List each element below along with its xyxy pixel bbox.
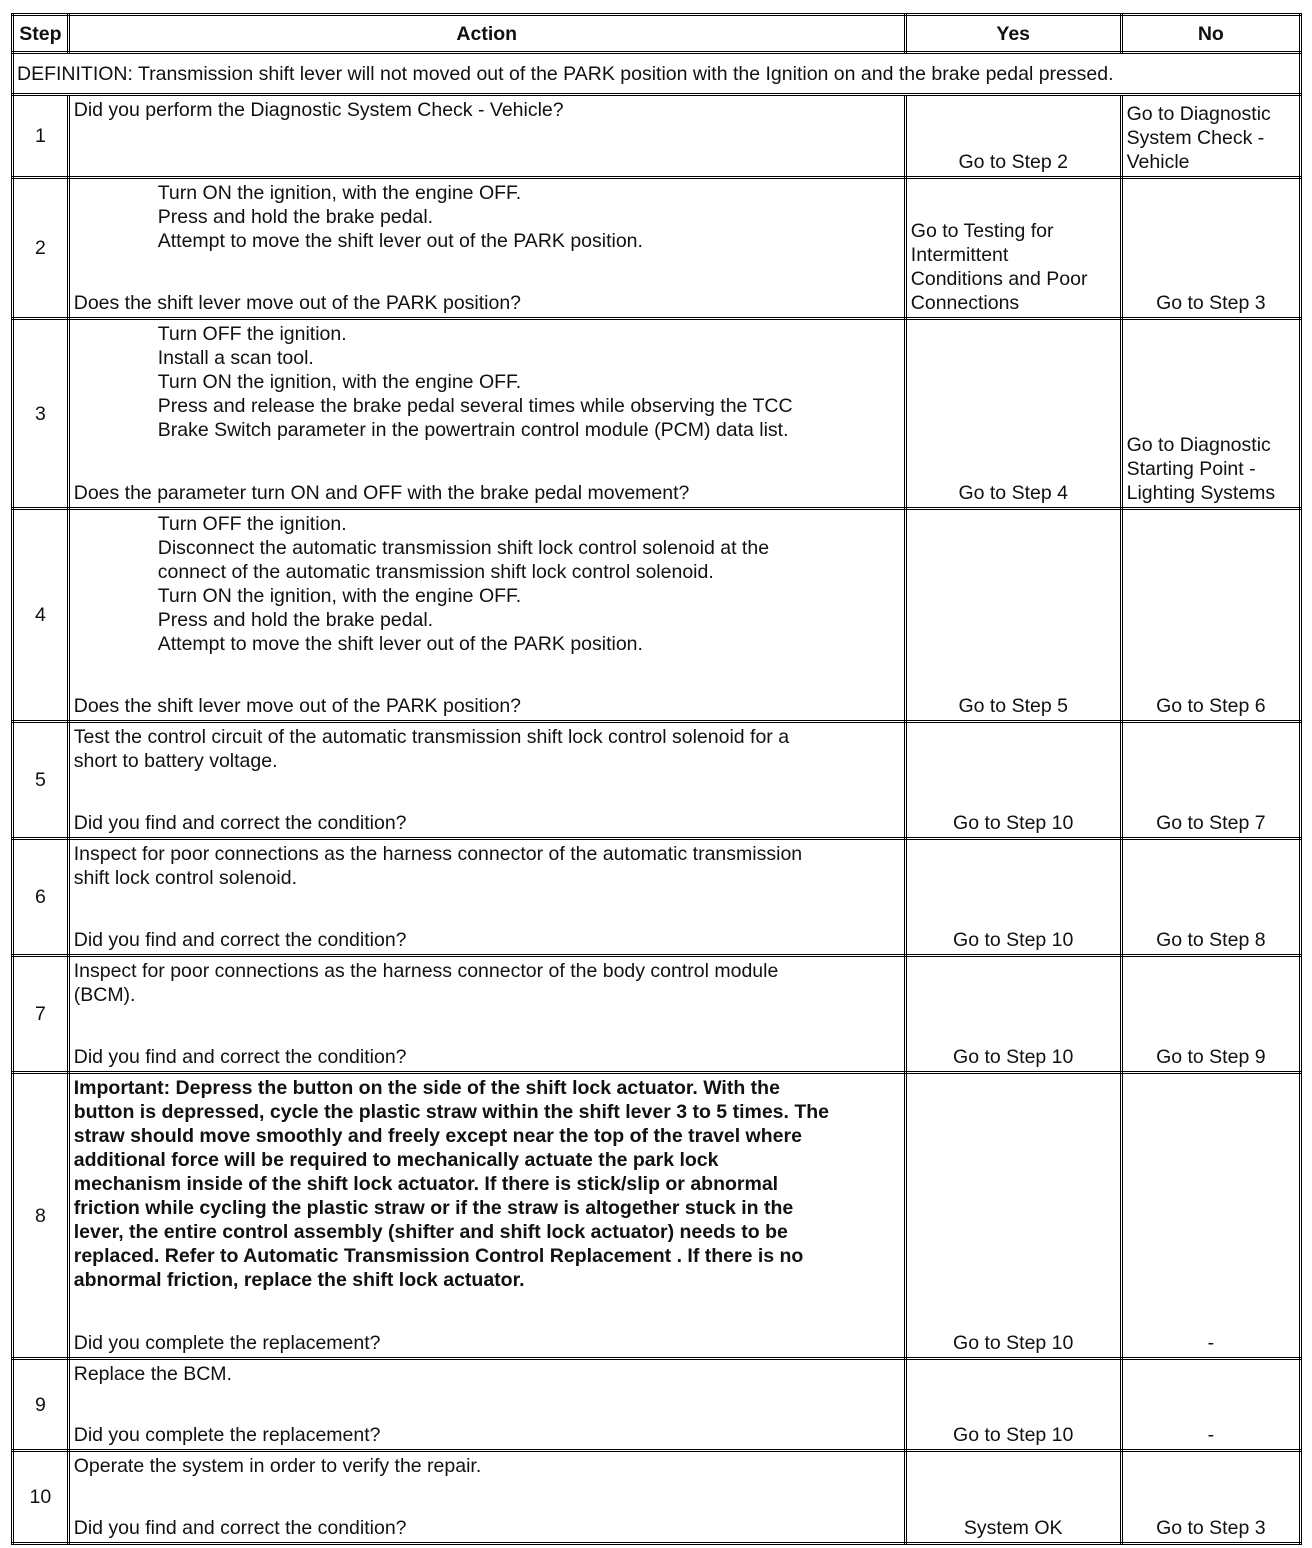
table-row: [13, 1359, 1301, 1451]
step-number: 1: [13, 95, 69, 178]
no-cell: Go to Step 6: [1121, 509, 1300, 722]
table-row: [13, 178, 1301, 319]
header-no: No: [1121, 15, 1300, 53]
action-substep: Press and hold the brake pedal.: [157, 206, 434, 228]
action-cell: [68, 1451, 905, 1544]
table-row: [13, 1451, 1301, 1544]
step-number: 10: [13, 1451, 69, 1544]
step-number: 5: [13, 722, 69, 839]
action-substep: Disconnect the automatic transmission shift lock control solenoid at the connect of the automatic transmission shift lock control solenoid.: [157, 537, 770, 583]
definition-row: [13, 53, 1301, 95]
yes-cell: Go to Step 2: [905, 95, 1121, 178]
action-substep: Turn OFF the ignition.: [157, 513, 347, 535]
yes-cell: System OK: [905, 1451, 1121, 1544]
step-number: 7: [13, 956, 69, 1073]
action-question: Did you find and correct the condition?: [73, 929, 407, 951]
action-intro: Inspect for poor connections as the harness connector of the body control module (BCM).: [73, 960, 779, 1006]
action-intro: Operate the system in order to verify the repair.: [73, 1455, 482, 1477]
header-step: Step: [13, 15, 69, 53]
table-row: [13, 319, 1301, 509]
no-cell: Go to Step 9: [1121, 956, 1300, 1073]
header-row: [13, 15, 1301, 53]
step-number: 4: [13, 509, 69, 722]
action-cell: [68, 839, 905, 956]
table-row: [13, 509, 1301, 722]
action-question: Does the shift lever move out of the PARK position?: [73, 695, 522, 717]
action-question: Does the parameter turn ON and OFF with the brake pedal movement?: [73, 482, 690, 504]
no-cell: -: [1121, 1073, 1300, 1359]
yes-cell: Go to Step 10: [905, 1359, 1121, 1451]
action-substep: Install a scan tool.: [157, 347, 314, 369]
action-question: Does the shift lever move out of the PARK position?: [73, 292, 522, 314]
action-substep: Attempt to move the shift lever out of the PARK position.: [157, 633, 643, 655]
yes-cell: Go to Step 10: [905, 956, 1121, 1073]
header-action: Action: [68, 15, 905, 53]
action-cell: [68, 722, 905, 839]
action-intro: Did you perform the Diagnostic System Check - Vehicle?: [73, 99, 564, 121]
table-row: [13, 839, 1301, 956]
no-cell: Go to Step 8: [1121, 839, 1300, 956]
header-yes: Yes: [905, 15, 1121, 53]
action-cell: [68, 95, 905, 178]
action-cell: [68, 319, 905, 509]
action-intro: Test the control circuit of the automatic transmission shift lock control solenoid for a short to battery voltage.: [73, 726, 790, 772]
important-note: Important: Depress the button on the side of the shift lock actuator. With the button is depressed, cycle the plastic straw within the shift lever 3 to 5 times. The straw should move smoothly and freely except near the top of the travel where additional force will be required to mechanically actuate the park lock mechanism inside of the shift lock actuator. If there is stick/slip or abnormal friction while cycling the plastic straw or if the straw is altogether stuck in the lever, the entire control assembly (shifter and shift lock actuator) needs to be replaced. Refer to Automatic Transmission Control Replacement . If there is no abnormal friction, replace the shift lock actuator.: [73, 1077, 830, 1291]
action-question: Did you find and correct the condition?: [73, 1046, 407, 1068]
action-substep: Turn OFF the ignition.: [157, 323, 347, 345]
yes-cell: Go to Testing for Intermittent Conditions and Poor Connections: [905, 178, 1121, 319]
no-cell: -: [1121, 1359, 1300, 1451]
table-row: [13, 956, 1301, 1073]
action-cell: [68, 956, 905, 1073]
action-intro: Replace the BCM.: [73, 1363, 232, 1385]
yes-cell: Go to Step 10: [905, 839, 1121, 956]
action-cell: [68, 1359, 905, 1451]
action-substep: Press and release the brake pedal several times while observing the TCC Brake Switch parameter in the powertrain control module (PCM) data list.: [157, 395, 793, 441]
action-question: Did you find and correct the condition?: [73, 812, 407, 834]
action-substep: Turn ON the ignition, with the engine OFF.: [157, 585, 522, 607]
action-intro: Inspect for poor connections as the harness connector of the automatic transmission shift lock control solenoid.: [73, 843, 803, 889]
no-cell: Go to Step 3: [1121, 178, 1300, 319]
yes-cell: Go to Step 5: [905, 509, 1121, 722]
action-question: Did you complete the replacement?: [73, 1332, 381, 1354]
definition-text: DEFINITION: Transmission shift lever will not moved out of the PARK position with the Ignition on and the brake pedal pressed.: [13, 53, 1301, 95]
action-substep: Turn ON the ignition, with the engine OFF.: [157, 182, 522, 204]
diagnostic-table: [11, 13, 1302, 1545]
yes-cell: Go to Step 4: [905, 319, 1121, 509]
yes-cell: Go to Step 10: [905, 722, 1121, 839]
no-cell: Go to Step 7: [1121, 722, 1300, 839]
action-question: Did you find and correct the condition?: [73, 1517, 407, 1539]
action-substep: Press and hold the brake pedal.: [157, 609, 434, 631]
step-number: 8: [13, 1073, 69, 1359]
action-cell: [68, 509, 905, 722]
step-number: 2: [13, 178, 69, 319]
step-number: 6: [13, 839, 69, 956]
table-row: [13, 722, 1301, 839]
no-cell: Go to Diagnostic System Check - Vehicle: [1121, 95, 1300, 178]
step-number: 9: [13, 1359, 69, 1451]
action-cell: [68, 178, 905, 319]
table-row: [13, 95, 1301, 178]
action-substep: Attempt to move the shift lever out of the PARK position.: [157, 230, 643, 252]
step-number: 3: [13, 319, 69, 509]
no-cell: Go to Diagnostic Starting Point - Lighting Systems: [1121, 319, 1300, 509]
action-substep: Turn ON the ignition, with the engine OFF.: [157, 371, 522, 393]
table-row: [13, 1073, 1301, 1359]
action-cell: [68, 1073, 905, 1359]
action-question: Did you complete the replacement?: [73, 1424, 381, 1446]
no-cell: Go to Step 3: [1121, 1451, 1300, 1544]
yes-cell: Go to Step 10: [905, 1073, 1121, 1359]
